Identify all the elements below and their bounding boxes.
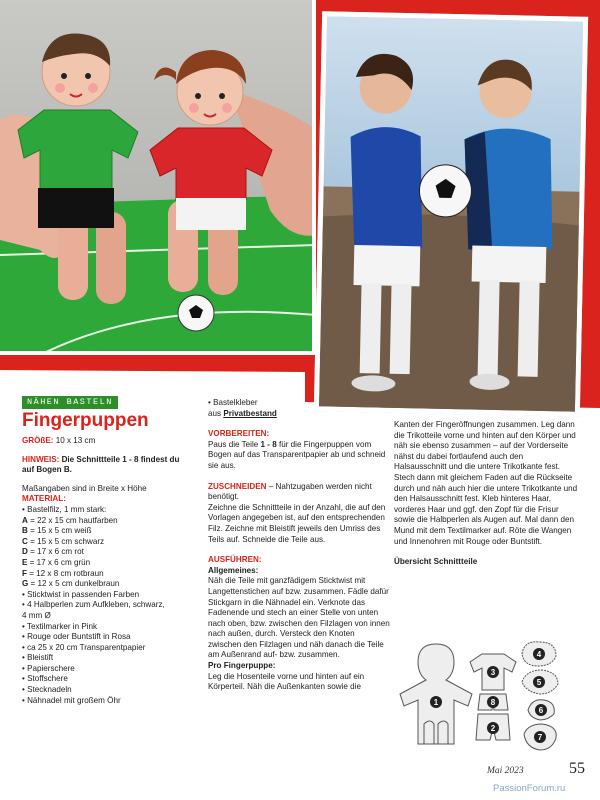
prep-label: VORBEREITEN:: [208, 429, 270, 439]
source-name: Privatbestand: [223, 408, 277, 418]
felt-desc: = 22 x 15 cm hautfarben: [27, 515, 118, 525]
material-label: MATERIAL:: [22, 494, 66, 504]
felt-desc: = 17 x 6 cm rot: [27, 547, 84, 557]
material-item: • Stecknadeln: [22, 685, 72, 695]
section-tag: NÄHEN BASTELN: [22, 396, 118, 409]
pattern-number: 4: [536, 650, 542, 659]
material-item: • Nähnadel mit großem Öhr: [22, 695, 121, 705]
pro-label: Pro Fingerpuppe:: [208, 661, 276, 671]
cut-intro: [208, 482, 390, 503]
material-item: • Textilmarker in Pink: [22, 621, 98, 631]
felt-desc: = 12 x 8 cm rotbraun: [26, 568, 104, 578]
prep-parts: 1 - 8: [260, 439, 277, 449]
felt-key: C: [22, 536, 28, 546]
pattern-number: 8: [490, 698, 496, 707]
general-text: Näh die Teile mit ganzfädigem Sticktwist mit Langettenstichen auf bzw. zusammen. Fädle dafür Stickgarn in die Nähnadel ein. Verknote das Fadenende und stech an einer Stelle von unten nach oben, bzw. zwischen den Filzlagen von innen nach außen, durch. Versteck den Knoten zwischen den Filzlagen und näh danach die Teile am Außenrand auf- bzw. zusammen.: [208, 576, 390, 660]
felt-item: [22, 516, 192, 527]
material-list: [22, 590, 192, 707]
felt-desc: = 15 x 5 cm weiß: [27, 526, 92, 536]
overview-label: Übersicht Schnittteile: [394, 557, 478, 567]
text-column-1: [22, 436, 192, 706]
watermark: PassionForum.ru: [493, 783, 566, 794]
prep-text-1: Paus die Teile: [208, 439, 261, 449]
text-column-2: [208, 398, 390, 693]
felt-item: [22, 526, 192, 537]
girls-football-photo: [314, 11, 588, 416]
pattern-pieces-diagram: [396, 640, 582, 762]
pattern-number: 7: [537, 733, 543, 742]
source-line: [208, 409, 390, 420]
material-item: • ca 25 x 20 cm Transparentpapier: [22, 642, 146, 652]
felt-desc: = 17 x 6 cm grün: [27, 557, 91, 567]
felt-key: F: [22, 568, 27, 578]
hint-text: Die Schnittteile 1 - 8 findest du auf Bogen B.: [22, 454, 180, 475]
felt-item: [22, 547, 192, 558]
material-item: • Rouge oder Buntstift in Rosa: [22, 632, 131, 642]
felt-key: B: [22, 526, 28, 536]
material-item: • Bastelkleber: [208, 398, 258, 407]
felt-key: A: [22, 515, 28, 525]
felt-item: [22, 579, 192, 590]
size-label: GRÖßE:: [22, 436, 54, 445]
felt-item: [22, 569, 192, 580]
felt-key: D: [22, 547, 28, 557]
felt-desc: = 12 x 5 cm dunkelbraun: [28, 579, 120, 589]
cut-text-1: – Nahtzugaben werden nicht benötigt.: [208, 481, 372, 502]
finger-puppets-photo: [0, 0, 316, 355]
cut-label: ZUSCHNEIDEN: [208, 481, 267, 491]
pattern-number: 2: [490, 724, 496, 733]
prep-text: [208, 440, 390, 472]
felt-list: [22, 516, 192, 590]
pattern-number: 6: [538, 706, 544, 715]
material-item: • 4 Halbperlen zum Aufkleben, schwarz,: [22, 600, 165, 610]
felt-key: E: [22, 557, 28, 567]
material-item: • Bleistift: [22, 653, 54, 663]
pattern-piece-body: [400, 644, 472, 744]
felt-key: G: [22, 579, 29, 589]
pro-text: Leg die Hosenteile vorne und hinten auf ein Körperteil. Näh die Außenkanten sowie die: [208, 671, 365, 692]
pattern-number: 5: [536, 678, 542, 687]
page-number: 55: [569, 760, 585, 777]
text-column-3: [394, 420, 578, 568]
prep-text-2: für die Fingerpuppen vom Bogen auf das Transparentpapier ab und schneid sie aus.: [208, 439, 386, 470]
source-prefix: aus: [208, 408, 224, 418]
felt-item: [22, 558, 192, 569]
material-item: • Papierschere: [22, 663, 75, 673]
footer-issue-date: Mai 2023: [487, 766, 524, 776]
pattern-number: 3: [490, 668, 496, 677]
hint-line: [22, 455, 192, 476]
cut-text: Zeichne die Schnittteile in der Anzahl, die auf den Vorlagen angegeben ist, auf den entsprechenden Filz. Zeichne mit Bleistift jeweils den Umriss des Teils auf. Schneide die Teile aus.: [208, 502, 386, 544]
material-item: • Sticktwist in passenden Farben: [22, 589, 140, 599]
material-item: 4 mm Ø: [22, 610, 51, 620]
hint-label: HINWEIS:: [22, 454, 60, 464]
general-label: Allgemeines:: [208, 565, 259, 575]
exec-label: AUSFÜHREN:: [208, 555, 262, 565]
material-item: • Stoffschere: [22, 674, 68, 684]
felt-item: [22, 537, 192, 548]
felt-desc: = 15 x 5 cm schwarz: [27, 536, 105, 546]
instructions-continued: Kanten der Fingeröffnungen zusammen. Leg dann die Trikotteile vorne und hinten auf den Körper und näh sie ebenso zusammen – auf der Vorderseite nähst du dabei fortlaufend auch den Halsausschnitt und die untere Trikotkante fest. Stech dann mit gleichem Faden auf die Rückseite durch und näh auch hier die untere Trikotkante und den Halsausschnitt fest. Kleb hinteres Haar, vorderes Haar und ggf. den Zopf für die Frisur sowie die Halbperlen als Augen auf. Mal dann den Mund mit dem Textilmarker auf. Röte die Wangen und Innenohren mit Rouge oder Buntstift.: [394, 420, 578, 546]
size-value: 10 x 13 cm: [55, 436, 96, 445]
measure-note: Maßangaben sind in Breite x Höhe: [22, 483, 147, 493]
page-title: Fingerpuppen: [22, 410, 149, 431]
pattern-number: 1: [433, 698, 439, 707]
felt-intro: • Bastelfilz, 1 mm stark:: [22, 504, 107, 514]
size-line: [22, 436, 192, 447]
